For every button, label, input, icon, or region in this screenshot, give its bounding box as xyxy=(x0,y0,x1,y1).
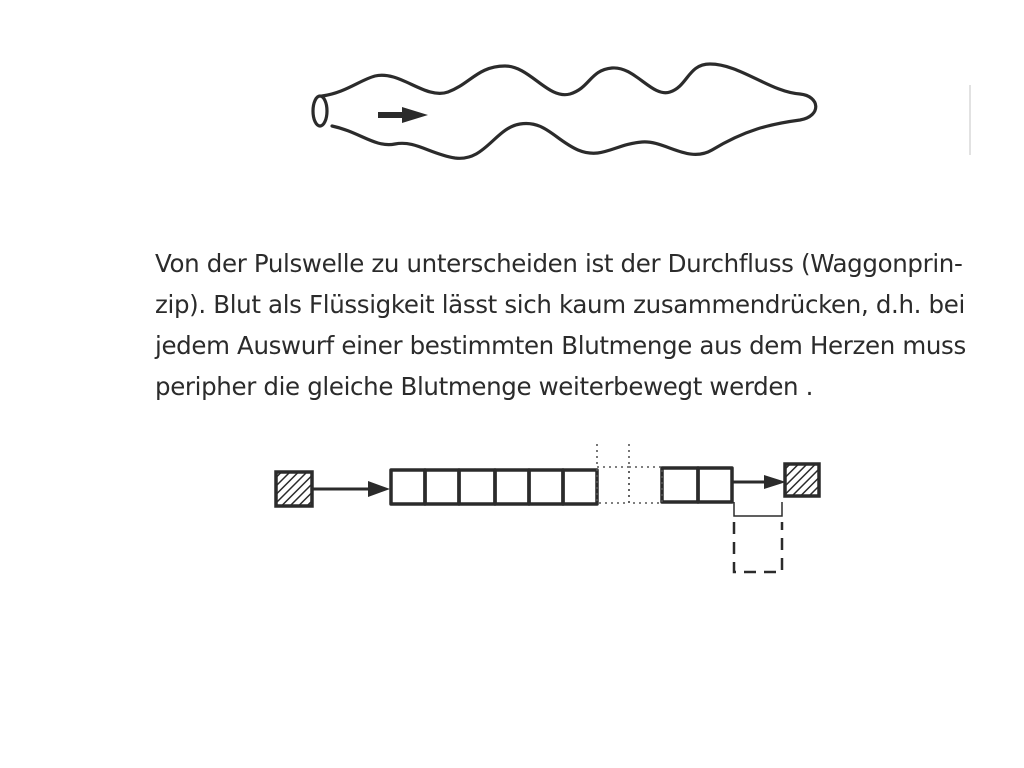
description-line: Von der Pulswelle zu unterscheiden ist der Durchfluss (Waggonprin- xyxy=(155,249,963,278)
placeholder-wagon-box xyxy=(629,467,662,503)
wagon-box xyxy=(459,470,495,504)
inflow-arrow-icon xyxy=(312,481,390,497)
vessel-opening xyxy=(313,96,327,126)
wagon-box xyxy=(662,468,698,502)
flow-arrow-icon xyxy=(378,107,428,123)
wagon-box xyxy=(563,470,597,504)
wagon-box xyxy=(425,470,459,504)
outlet-hatched-block xyxy=(785,464,819,496)
description-text xyxy=(155,243,985,407)
description-line: peripher die gleiche Blutmenge weiterbewegt werden . xyxy=(155,372,814,401)
displaced-volume-dashed xyxy=(734,522,782,572)
source-hatched-block xyxy=(276,472,312,506)
pulse-wave-diagram xyxy=(0,0,1024,200)
wagon-box xyxy=(495,470,529,504)
vessel-outline xyxy=(322,64,816,158)
outflow-arrow-icon xyxy=(732,475,786,489)
wagon-box xyxy=(529,470,563,504)
wagon-box xyxy=(391,470,425,504)
wagon-principle-diagram xyxy=(0,430,1024,590)
placeholder-wagon-box xyxy=(597,467,629,503)
displaced-volume-box xyxy=(734,502,782,516)
wagon-box xyxy=(698,468,732,502)
description-line: jedem Auswurf einer bestimmten Blutmenge aus dem Herzen muss xyxy=(155,331,966,360)
description-line: zip). Blut als Flüssigkeit lässt sich kaum zusammendrücken, d.h. bei xyxy=(155,290,965,319)
